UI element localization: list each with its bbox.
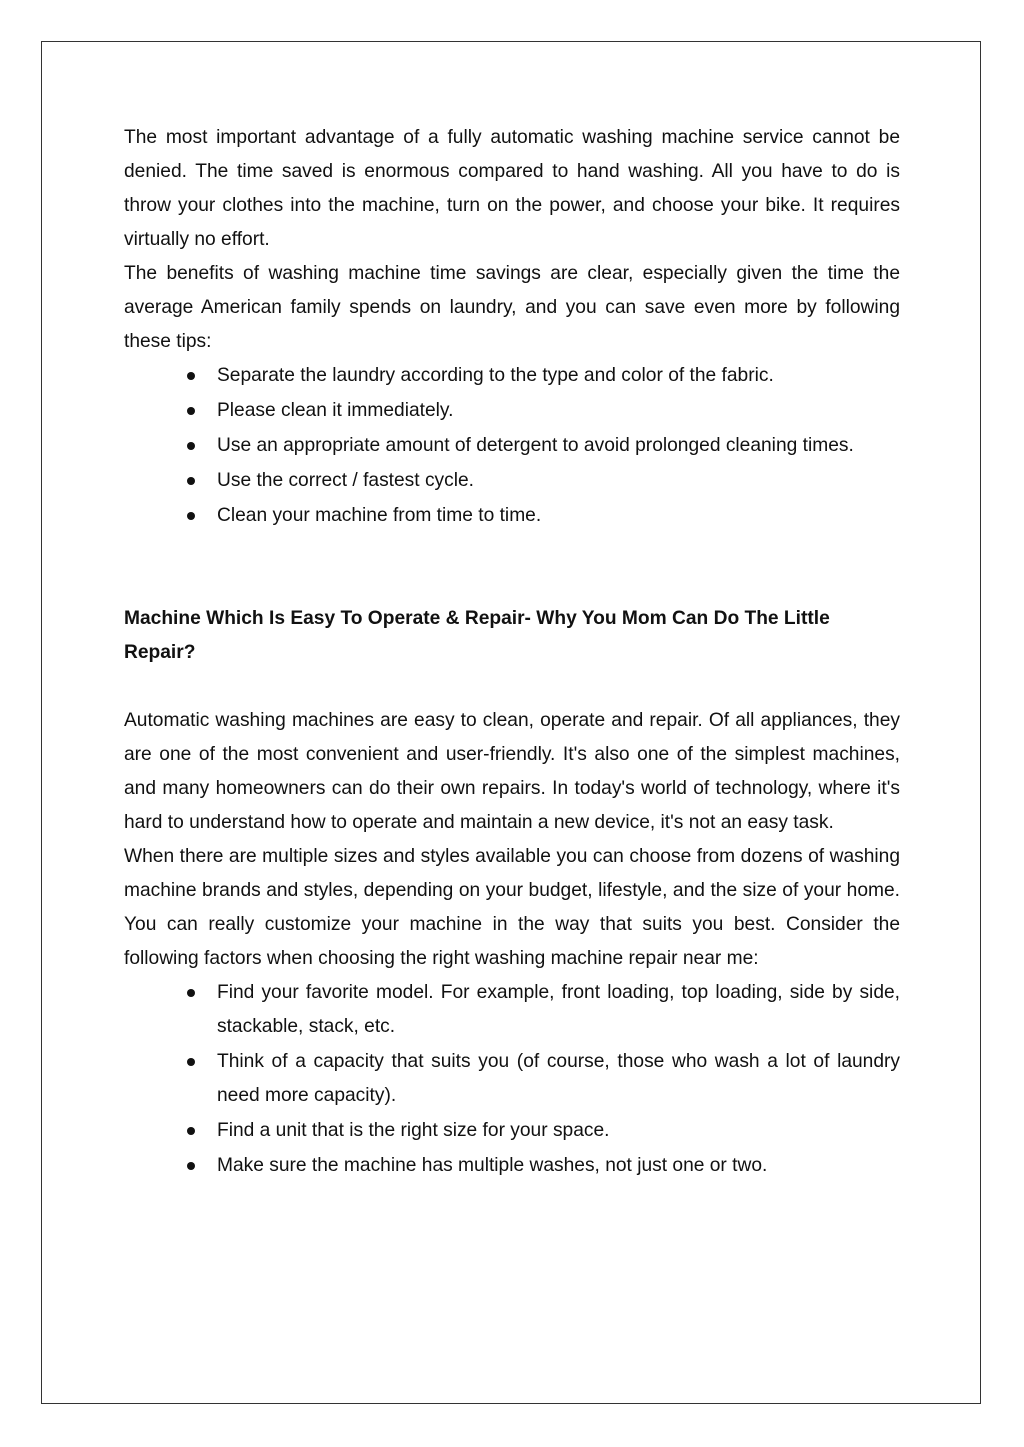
benefits-paragraph: The benefits of washing machine time savings are clear, especially given the time the average American family spends on laundry, and you can save even more by following these tips: [124,263,900,352]
choice-paragraph: When there are multiple sizes and styles available you can choose from dozens of washing machine brands and styles, depending on your budget, lifestyle, and the size of your home. You can really customize your machine in the way that suits you best. Consider the following factors when choosing the right washing machine repair near me: [124,846,900,969]
document-body [124,121,900,1184]
tips-list [124,359,900,533]
list-item: Find your favorite model. For example, front loading, top loading, side by side, stackable, stack, etc. [217,976,900,1044]
section-spacer [124,534,900,602]
intro-paragraph: The most important advantage of a fully automatic washing machine service cannot be denied. The time saved is enormous compared to hand washing. All you have to do is throw your clothes into the machine, turn on the power, and choose your bike. It requires virtually no effort. [124,127,900,250]
list-item: Find a unit that is the right size for your space. [217,1114,900,1148]
bullet-icon [187,989,195,997]
bullet-icon [187,512,195,520]
factors-list [124,976,900,1183]
bullet-icon [187,1058,195,1066]
list-item: Make sure the machine has multiple washes, not just one or two. [217,1149,900,1183]
heading-spacer [124,670,900,704]
list-item: Use an appropriate amount of detergent to avoid prolonged cleaning times. [217,429,900,463]
bullet-icon [187,442,195,450]
bullet-icon [187,407,195,415]
bullet-icon [187,1162,195,1170]
list-item: Use the correct / fastest cycle. [217,464,900,498]
bullet-icon [187,1127,195,1135]
list-item: Clean your machine from time to time. [217,499,900,533]
section-heading: Machine Which Is Easy To Operate & Repair- Why You Mom Can Do The Little Repair? [124,608,830,663]
bullet-icon [187,477,195,485]
bullet-icon [187,372,195,380]
list-item: Think of a capacity that suits you (of course, those who wash a lot of laundry need more capacity). [217,1045,900,1113]
ease-paragraph: Automatic washing machines are easy to clean, operate and repair. Of all appliances, they are one of the most convenient and user-friendly. It's also one of the simplest machines, and many homeowners can do their own repairs. In today's world of technology, where it's hard to understand how to operate and maintain a new device, it's not an easy task. [124,710,900,833]
list-item: Please clean it immediately. [217,394,900,428]
list-item: Separate the laundry according to the type and color of the fabric. [217,359,900,393]
